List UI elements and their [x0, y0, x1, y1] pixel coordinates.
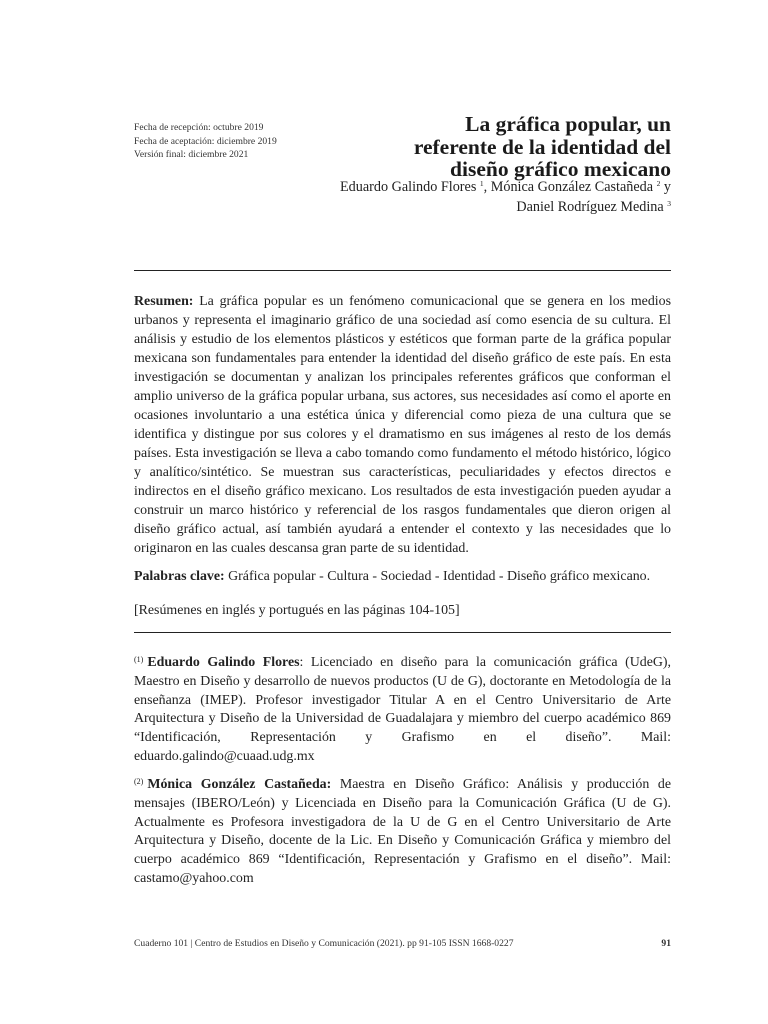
abstract-label: Resumen:: [134, 294, 194, 309]
bio-text: : Licenciado en diseño para la comunicación gráfica (UdeG), Maestro en Diseño y desarrollo de nuevos productos (U de G), doctorante en Metodología de la enseñanza (IMEP). Profesor investigador Titular A en el Centro Universitario de Arte Arquitectura y Diseño de la Universidad de Guadalajara y miembro del cuerpo académico 869 “Identificación, Representación y Grafismo en el diseño”. Mail: eduardo.galindo@cuaad.udg.mx: [134, 655, 671, 764]
bio-author-name: Eduardo Galindo Flores: [147, 655, 300, 670]
title-line: La gráfica popular, un: [465, 112, 671, 136]
divider: [134, 632, 671, 633]
title-line: diseño gráfico mexicano: [450, 157, 671, 181]
bio-footnote-mark: (2): [134, 777, 144, 786]
bio-author-name: Mónica González Castañeda:: [147, 777, 332, 792]
accepted-date: Fecha de aceptación: diciembre 2019: [134, 135, 277, 147]
author-bio: [134, 776, 671, 889]
bio-text: Maestra en Diseño Gráfico: Análisis y producción de mensajes (IBERO/León) y Licenciada en Diseño para la Comunicación Gráfica (U de G). Actualmente es Profesora investigadora de la U de G en el Centro Universitario de Arte Arquitectura y Diseño, docente de la Lic. En Diseño y Comunicación Gráfica y miembro del cuerpo académico 869 “Identificación, Representación y Grafismo en el diseño”. Mail: castamo@yahoo.com: [134, 777, 671, 886]
divider: [134, 270, 671, 271]
title-line: referente de la identidad del: [413, 134, 671, 159]
author-name: Eduardo Galindo Flores: [340, 179, 477, 195]
author-footnote-mark: 3: [667, 199, 671, 208]
bio-footnote-mark: (1): [134, 655, 144, 664]
author-footnote-mark: 2: [656, 179, 661, 188]
abstract-text: La gráfica popular es un fenómeno comunicacional que se genera en los medios urbanos y representa el imaginario gráfico de una sociedad así como esencia de su cultura. El análisis y estudio de los elementos plásticos y estéticos que forman parte de la gráfica popular mexicana son fundamentales para entender la identidad del diseño gráfico de este país. En esta investigación se documentan y analizan los principales referentes gráficos que conforman el amplio universo de la gráfica popular urbana, sus actores, sus necesidades así como el aporte en ocasiones involuntario a una estética única y diferencial como pieza de una cultura que se identifica y distingue por sus colores y el dramatismo en sus imágenes al resto de los demás países. Esta investigación se lleva a cabo tomando como fundamento el método histórico, lógico y analítico/sintético. Se muestran sus características, peculiaridades y efectos directos e indirectos en el diseño gráfico mexicano. Los resultados de esta investigación pueden ayudar a construir un marco histórico y referencial de los rasgos fundamentales que dieron origen al diseño gráfico actual, así también ayudará a entender el contexto y las necesidades que lo originaron en las cuales descansa gran parte de su identidad.: [134, 294, 671, 556]
received-date: Fecha de recepción: octubre 2019: [134, 122, 264, 133]
author-bio: [134, 654, 671, 767]
page-footer: [134, 938, 671, 950]
keywords-label: Palabras clave:: [134, 569, 225, 584]
page-number: 91: [661, 938, 671, 949]
author-name: y Daniel Rodríguez Medina: [516, 179, 671, 215]
abstracts-note: [Resúmenes en inglés y portugués en las páginas 104-105]: [134, 603, 460, 618]
article-title: [331, 113, 671, 181]
keywords: [134, 567, 671, 586]
author-footnote-mark: 1: [479, 179, 484, 188]
author-name: , Mónica González Castañeda: [483, 179, 654, 195]
footer-citation: Cuaderno 101 | Centro de Estudios en Diseño y Comunicación (2021). pp 91-105 ISSN 1668-0227: [134, 938, 514, 949]
author-list: [331, 177, 671, 217]
submission-dates: [134, 121, 334, 162]
keywords-text: Gráfica popular - Cultura - Sociedad - Identidad - Diseño gráfico mexicano.: [228, 569, 651, 584]
final-version-date: Versión final: diciembre 2021: [134, 149, 249, 160]
abstract: [134, 292, 671, 558]
